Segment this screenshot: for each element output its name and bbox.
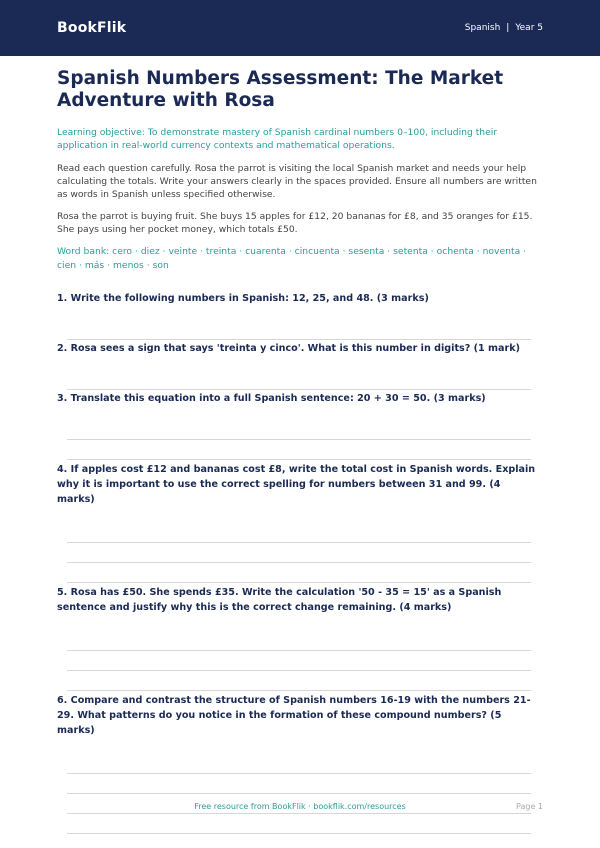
instructions-text: Read each question carefully. Rosa the parrot is visiting the local Spanish market and needs your help calculating the totals. Write your answers clearly in the spaces provided. Ensure all numbers are written as words in Spanish unless specified otherwise.: [57, 163, 537, 200]
question-text: 6. Compare and contrast the structure of Spanish numbers 16-19 with the numbers 21-29. What patterns do you notice in the formation of these compound numbers? (5 marks): [57, 695, 531, 736]
question-block-2: [57, 341, 537, 390]
meta-separator: |: [506, 23, 510, 33]
page-header: [0, 0, 600, 56]
answer-line[interactable]: [67, 582, 531, 583]
brand-logo: BookFlik: [57, 20, 127, 36]
page-title: Spanish Numbers Assessment: The Market Adventure with Rosa: [57, 68, 504, 111]
question-text: 5. Rosa has £50. She spends £35. Write the calculation '50 - 35 = 15' as a Spanish sentence and justify why this is the correct change remaining. (4 marks): [57, 587, 502, 613]
subject-label: Spanish: [464, 23, 501, 33]
question-text: 4. If apples cost £12 and bananas cost £8, write the total cost in Spanish words. Explain why it is important to use the correct spelling for numbers between 31 and 99. (4 marks): [57, 464, 536, 505]
learning-objective: Learning objective: To demonstrate mastery of Spanish cardinal numbers 0–100, including their application in real-world currency contexts and mathematical operations.: [57, 127, 498, 151]
question-block-1: [57, 291, 537, 340]
header-meta: [465, 23, 543, 33]
answer-line[interactable]: [67, 833, 531, 834]
footer-credit-link[interactable]: Free resource from BookFlik · bookflik.com/resources: [194, 802, 406, 811]
answer-line[interactable]: [67, 389, 531, 390]
word-bank: Word bank: cero · diez · veinte · treinta · cuarenta · cincuenta · sesenta · setenta · ochenta · noventa · cien · más · menos · son: [57, 246, 527, 271]
question-text: 1. Write the following numbers in Spanish: 12, 25, and 48. (3 marks): [57, 293, 429, 304]
question-block-3: [57, 391, 537, 460]
page-number: Page 1: [516, 802, 543, 811]
question-block-5: [57, 585, 537, 691]
answer-line[interactable]: [67, 339, 531, 340]
worksheet-content: [57, 68, 537, 834]
page-footer: [0, 802, 600, 816]
year-label: Year 5: [515, 23, 543, 33]
question-text: 3. Translate this equation into a full Spanish sentence: 20 + 30 = 50. (3 marks): [57, 393, 486, 404]
question-text: 2. Rosa sees a sign that says 'treinta y cinco'. What is this number in digits? (1 mark): [57, 343, 521, 354]
question-block-4: [57, 462, 537, 583]
answer-line[interactable]: [67, 690, 531, 691]
scenario-text: Rosa the parrot is buying fruit. She buys 15 apples for £12, 20 bananas for £8, and 35 oranges for £15. She pays using her pocket money, which totals £50.: [57, 211, 533, 235]
answer-line[interactable]: [67, 459, 531, 460]
